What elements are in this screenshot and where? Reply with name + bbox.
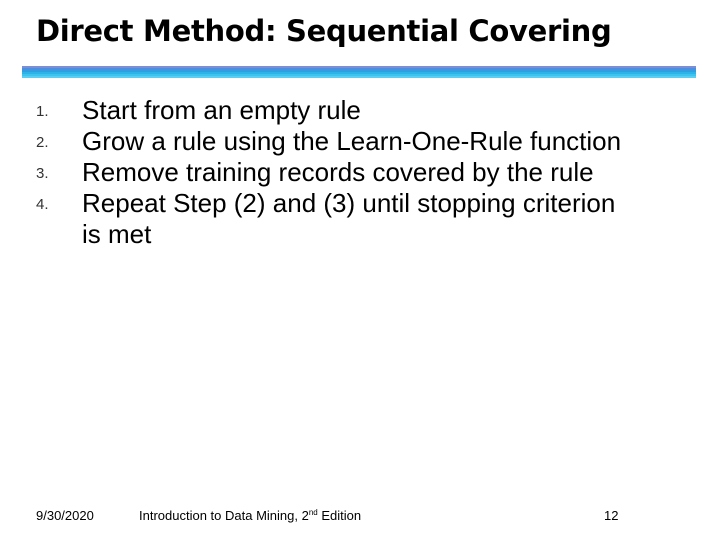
step-item — [36, 95, 621, 126]
step-number: 3. — [36, 165, 49, 182]
step-number: 2. — [36, 134, 49, 151]
step-text: Start from an empty rule — [82, 95, 361, 125]
page-number: 12 — [604, 508, 619, 523]
step-text: Repeat Step (2) and (3) until stopping criterion — [82, 188, 616, 218]
step-text-continuation: is met — [82, 219, 152, 249]
step-number: 1. — [36, 103, 49, 120]
title-rule-line — [22, 76, 696, 78]
step-item — [36, 126, 621, 157]
footer-course-sup: nd — [308, 508, 318, 517]
footer-date: 9/30/2020 — [36, 508, 94, 523]
step-item — [36, 157, 621, 188]
step-text: Remove training records covered by the rule — [82, 157, 594, 187]
step-list — [36, 95, 621, 250]
step-number: 4. — [36, 196, 49, 213]
footer-course-prefix: Introduction to Data Mining, 2 — [139, 508, 309, 523]
step-text: Grow a rule using the Learn-One-Rule function — [82, 126, 622, 156]
footer-course — [139, 508, 361, 523]
slide-title: Direct Method: Sequential Covering — [36, 14, 612, 48]
step-item — [36, 188, 621, 250]
footer-course-suffix: Edition — [317, 508, 362, 523]
